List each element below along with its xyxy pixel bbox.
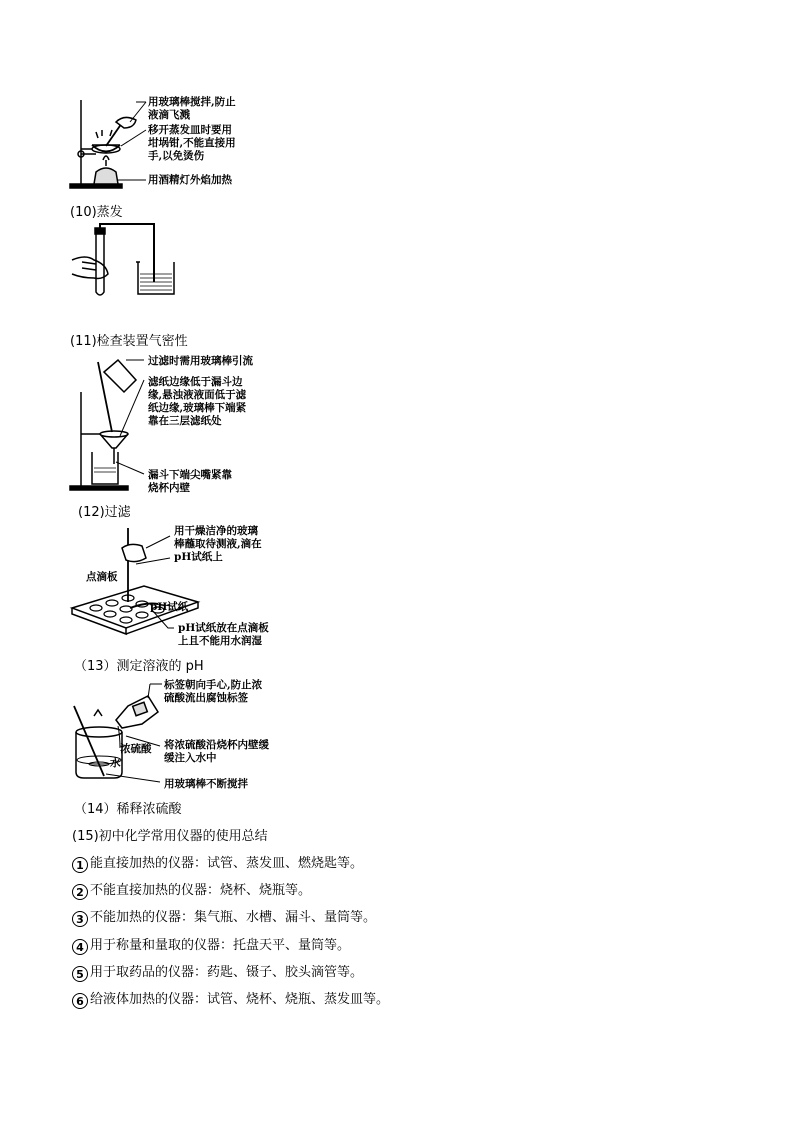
ph-note: 上且不能用水润湿	[178, 635, 262, 647]
dilution-note: 将浓硫酸沿烧杯内壁缓	[164, 739, 269, 751]
filtration-note: 滤纸边缘低于漏斗边	[148, 376, 243, 388]
summary-item-text: 用于取药品的仪器：药匙、镊子、胶头滴管等。	[90, 965, 364, 980]
evaporation-note: 坩埚钳,不能直接用	[148, 137, 236, 149]
filtration-note: 纸边缘,玻璃棒下端紧	[148, 402, 247, 414]
dilution-note: 硫酸流出腐蚀标签	[164, 692, 248, 704]
evaporation-note: 用酒精灯外焰加热	[148, 174, 232, 186]
circled-number: 3	[72, 911, 88, 927]
summary-item	[72, 934, 350, 955]
figure-caption-14: （14）稀释浓硫酸	[74, 802, 182, 817]
evaporation-note: 移开蒸发皿时要用	[148, 124, 232, 136]
summary-item	[72, 852, 363, 873]
summary-item-text: 给液体加热的仪器：试管、烧杯、烧瓶、蒸发皿等。	[90, 992, 390, 1007]
figure-caption-13: （13）测定溶液的 pH	[74, 659, 204, 674]
figure-caption-10: (10)蒸发	[70, 205, 123, 220]
filtration-figure	[66, 352, 276, 497]
circled-number: 6	[72, 993, 88, 1009]
evaporation-note: 液滴飞溅	[148, 109, 190, 121]
summary-item	[72, 879, 311, 900]
circled-number: 1	[72, 857, 88, 873]
circled-number: 4	[72, 939, 88, 955]
circled-number: 5	[72, 966, 88, 982]
figure-caption-11: (11)检查装置气密性	[70, 334, 188, 349]
dilution-note: 缓注入水中	[164, 752, 217, 764]
ph-note: pH试纸	[150, 601, 189, 613]
evaporation-note: 用玻璃棒搅拌,防止	[148, 96, 236, 108]
filtration-note: 缘,悬浊液液面低于滤	[148, 389, 247, 401]
airtightness-figure	[72, 222, 182, 302]
summary-item-text: 用于称量和量取的仪器：托盘天平、量筒等。	[90, 938, 351, 953]
ph-note: 点滴板	[86, 571, 118, 583]
ph-note: 棒蘸取待测液,滴在	[174, 538, 262, 550]
summary-item	[72, 906, 376, 927]
evaporation-figure	[66, 92, 266, 192]
filtration-note: 烧杯内壁	[148, 482, 190, 494]
figure-caption-12: (12)过滤	[78, 505, 131, 520]
dilution-note: 用玻璃棒不断搅拌	[164, 778, 248, 790]
summary-item	[72, 961, 363, 982]
dilution-note: 水	[110, 757, 121, 769]
summary-item-text: 不能直接加热的仪器：烧杯、烧瓶等。	[90, 883, 312, 898]
ph-note: pH试纸上	[174, 551, 223, 563]
dilution-figure	[70, 676, 290, 794]
summary-title: (15)初中化学常用仪器的使用总结	[72, 829, 268, 844]
circled-number: 2	[72, 884, 88, 900]
summary-item-text: 不能加热的仪器：集气瓶、水槽、漏斗、量筒等。	[90, 910, 377, 925]
dilution-note: 浓硫酸	[120, 743, 152, 755]
summary-item	[72, 988, 389, 1009]
evaporation-note: 手,以免烫伤	[148, 150, 205, 162]
ph-note: 用干燥洁净的玻璃	[174, 525, 258, 537]
dilution-note: 标签朝向手心,防止浓	[164, 679, 263, 691]
filtration-note: 过滤时需用玻璃棒引流	[148, 355, 253, 367]
ph-test-figure	[66, 524, 296, 650]
filtration-note: 靠在三层滤纸处	[148, 415, 222, 427]
summary-item-text: 能直接加热的仪器：试管、蒸发皿、燃烧匙等。	[90, 856, 364, 871]
ph-note: pH试纸放在点滴板	[178, 622, 269, 634]
filtration-note: 漏斗下端尖嘴紧靠	[148, 469, 232, 481]
